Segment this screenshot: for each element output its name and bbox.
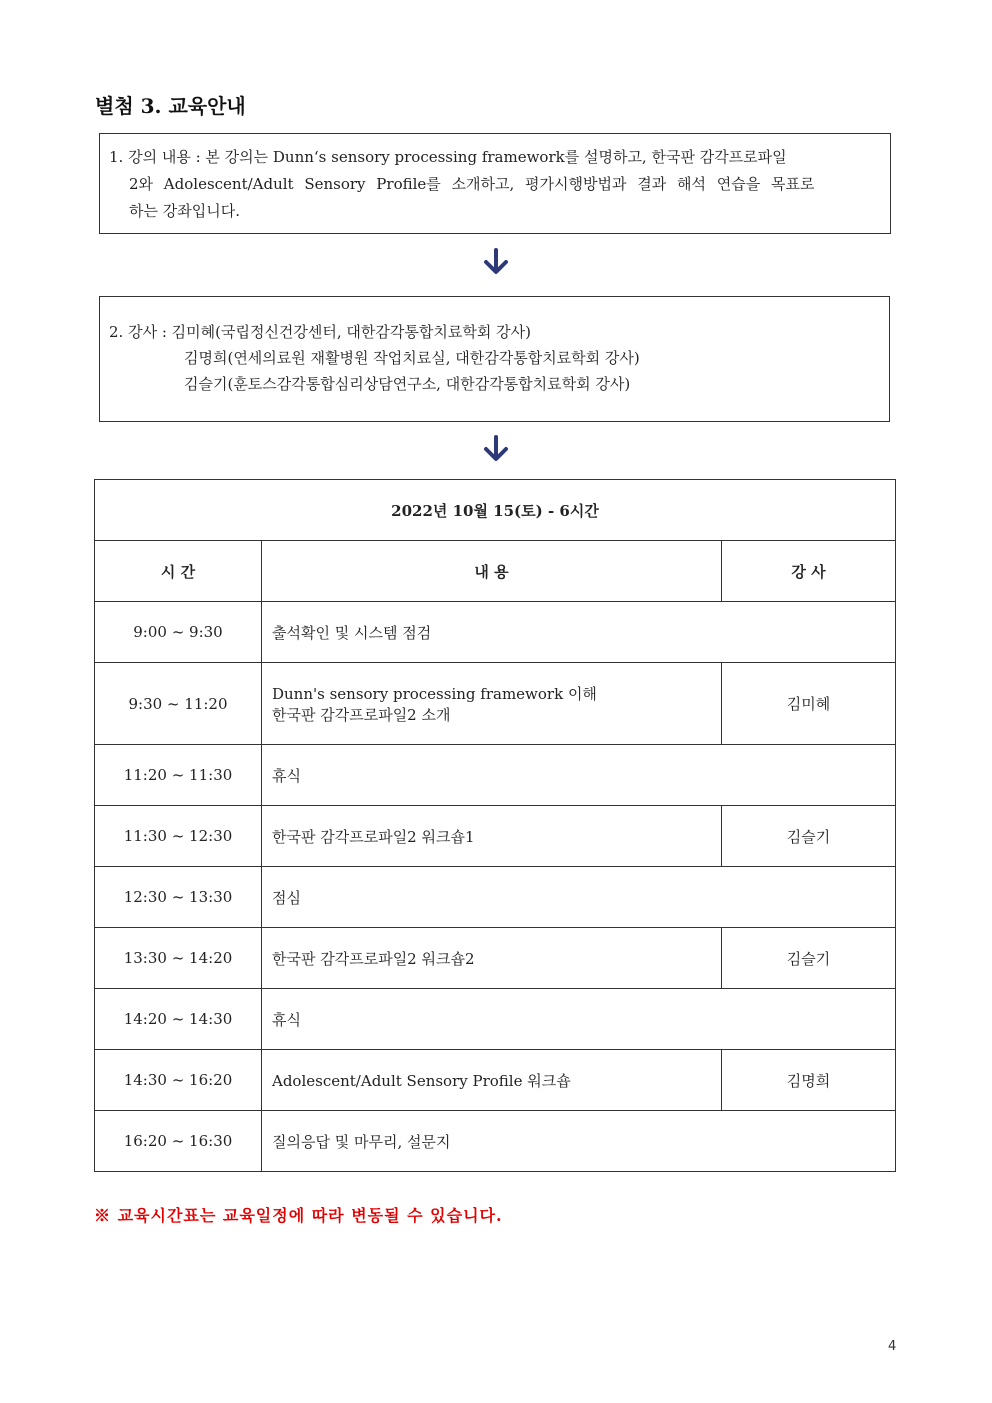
header-content: 내 용 [262, 541, 722, 602]
row-content [262, 663, 722, 745]
header-time: 시 간 [95, 541, 262, 602]
row-time: 11:30 ~ 12:30 [95, 806, 262, 867]
table-row [95, 806, 896, 867]
row-content-line-2: 한국판 감각프로파일2 소개 [272, 705, 451, 724]
header-instructor: 강 사 [722, 541, 896, 602]
row-time: 14:20 ~ 14:30 [95, 989, 262, 1050]
row-content: 휴식 [262, 745, 896, 806]
instructors-box [99, 296, 890, 422]
row-content: 한국판 감각프로파일2 워크숍1 [262, 806, 722, 867]
schedule-header-row [95, 541, 896, 602]
row-time: 9:00 ~ 9:30 [95, 602, 262, 663]
table-row [95, 602, 896, 663]
instructor-line-3: 김슬기(훈토스감각통합심리상담연구소, 대한감각통합치료학회 강사) [184, 375, 631, 393]
schedule-notice: ※ 교육시간표는 교육일정에 따라 변동될 수 있습니다. [94, 1206, 503, 1225]
row-time: 12:30 ~ 13:30 [95, 867, 262, 928]
table-row [95, 745, 896, 806]
lecture-content-line-3: 하는 강좌입니다. [129, 202, 240, 220]
table-row [95, 989, 896, 1050]
row-content: 점심 [262, 867, 896, 928]
page-heading: 별첨 3. 교육안내 [95, 94, 246, 118]
row-time: 16:20 ~ 16:30 [95, 1111, 262, 1172]
row-content: 한국판 감각프로파일2 워크숍2 [262, 928, 722, 989]
schedule-date-title: 2022년 10월 15(토) - 6시간 [95, 480, 896, 541]
row-time: 13:30 ~ 14:20 [95, 928, 262, 989]
lecture-content-box [99, 133, 891, 234]
arrow-down-icon [481, 246, 511, 278]
row-content-line-1: Dunn's sensory processing framework 이해 [272, 684, 597, 703]
row-content: 휴식 [262, 989, 896, 1050]
row-time: 14:30 ~ 16:20 [95, 1050, 262, 1111]
page-number: 4 [888, 1339, 897, 1354]
schedule-date-row [95, 480, 896, 541]
lecture-content-line-1: 1. 강의 내용 : 본 강의는 Dunn‘s sensory processing framework를 설명하고, 한국판 감각프로파일 [109, 148, 787, 166]
table-row [95, 928, 896, 989]
row-content: Adolescent/Adult Sensory Profile 워크숍 [262, 1050, 722, 1111]
row-content: 출석확인 및 시스템 점검 [262, 602, 896, 663]
row-time: 9:30 ~ 11:20 [95, 663, 262, 745]
instructor-line-1: 2. 강사 : 김미혜(국립정신건강센터, 대한감각통합치료학회 강사) [109, 323, 531, 341]
row-instructor: 김미혜 [722, 663, 896, 745]
table-row [95, 867, 896, 928]
arrow-down-icon [481, 433, 511, 465]
row-time: 11:20 ~ 11:30 [95, 745, 262, 806]
row-content: 질의응답 및 마무리, 설문지 [262, 1111, 896, 1172]
instructor-line-2: 김명희(연세의료원 재활병원 작업치료실, 대한감각통합치료학회 강사) [184, 349, 640, 367]
table-row [95, 663, 896, 745]
row-instructor: 김슬기 [722, 806, 896, 867]
schedule-table [94, 479, 896, 1172]
row-instructor: 김명희 [722, 1050, 896, 1111]
table-row [95, 1111, 896, 1172]
lecture-content-line-2: 2와 Adolescent/Adult Sensory Profile를 소개하고, 평가시행방법과 결과 해석 연습을 목표로 [129, 175, 815, 193]
table-row [95, 1050, 896, 1111]
row-instructor: 김슬기 [722, 928, 896, 989]
